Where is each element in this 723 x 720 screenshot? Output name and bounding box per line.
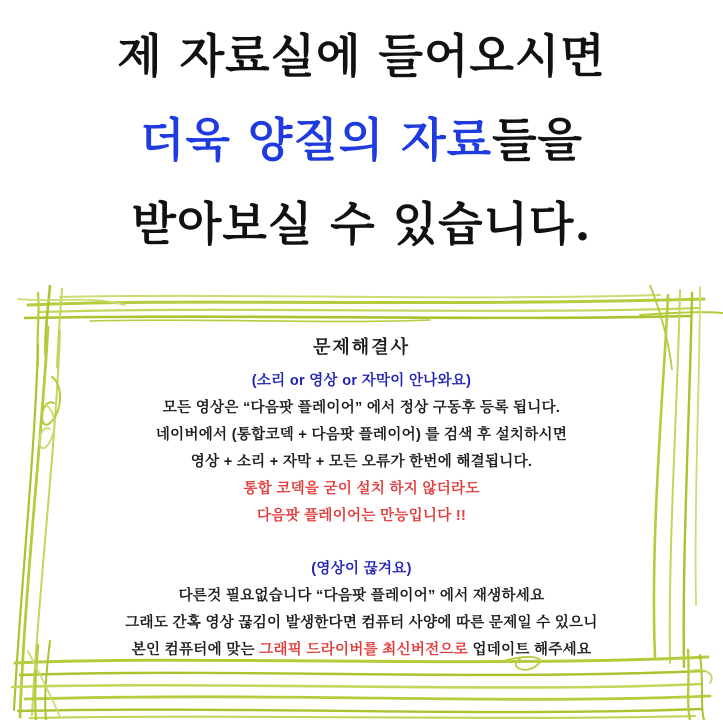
banner-line-1-text: 제 자료실에 들어오시면 <box>117 29 606 83</box>
last-line-pre: 본인 컴퓨터에 맞는 <box>131 642 260 658</box>
top-banner <box>0 14 723 266</box>
stutter-section-line: 다른것 필요없습니다 “다음팟 플레이어” 에서 재생하세요 <box>178 588 545 604</box>
banner-line-2-highlight: 더욱 양질의 자료 <box>140 113 493 167</box>
audio-section-red-line: 다음팟 플레이어는 만능입니다 !! <box>256 508 467 524</box>
audio-section-red-line: 통합 코덱을 굳이 설치 하지 않더라도 <box>243 481 480 497</box>
banner-line-1 <box>0 14 723 98</box>
troubleshooter-title: 문제해결사 <box>313 337 410 357</box>
audio-section-line: 네이버에서 (통합코덱 + 다음팟 플레이어) 를 검색 후 설치하시면 <box>155 427 568 443</box>
banner-line-3-text: 받아보실 수 있습니다. <box>131 197 592 251</box>
audio-section-line: 모든 영상은 “다음팟 플레이어” 에서 정상 구동후 등록 됩니다. <box>162 400 561 416</box>
last-line-red-emphasis: 그래픽 드라이버를 최신버전으로 <box>259 642 469 658</box>
banner-line-2 <box>0 98 723 182</box>
troubleshooter-box <box>40 332 683 664</box>
banner-line-3 <box>0 182 723 266</box>
stutter-section-last-line <box>40 637 683 664</box>
stutter-section-heading: (영상이 끊겨요) <box>311 561 412 577</box>
last-line-post: 업데이트 해주세요 <box>468 642 592 658</box>
audio-section-heading: (소리 or 영상 or 자막이 안나와요) <box>251 373 472 389</box>
section-spacer <box>40 530 683 556</box>
stutter-section-line: 그래도 간혹 영상 끊김이 발생한다면 컴퓨터 사양에 따른 문제일 수 있으니 <box>125 615 598 631</box>
audio-section-line: 영상 + 소리 + 자막 + 모든 오류가 한번에 해결됩니다. <box>190 454 533 470</box>
banner-line-2-rest: 들을 <box>492 113 583 167</box>
